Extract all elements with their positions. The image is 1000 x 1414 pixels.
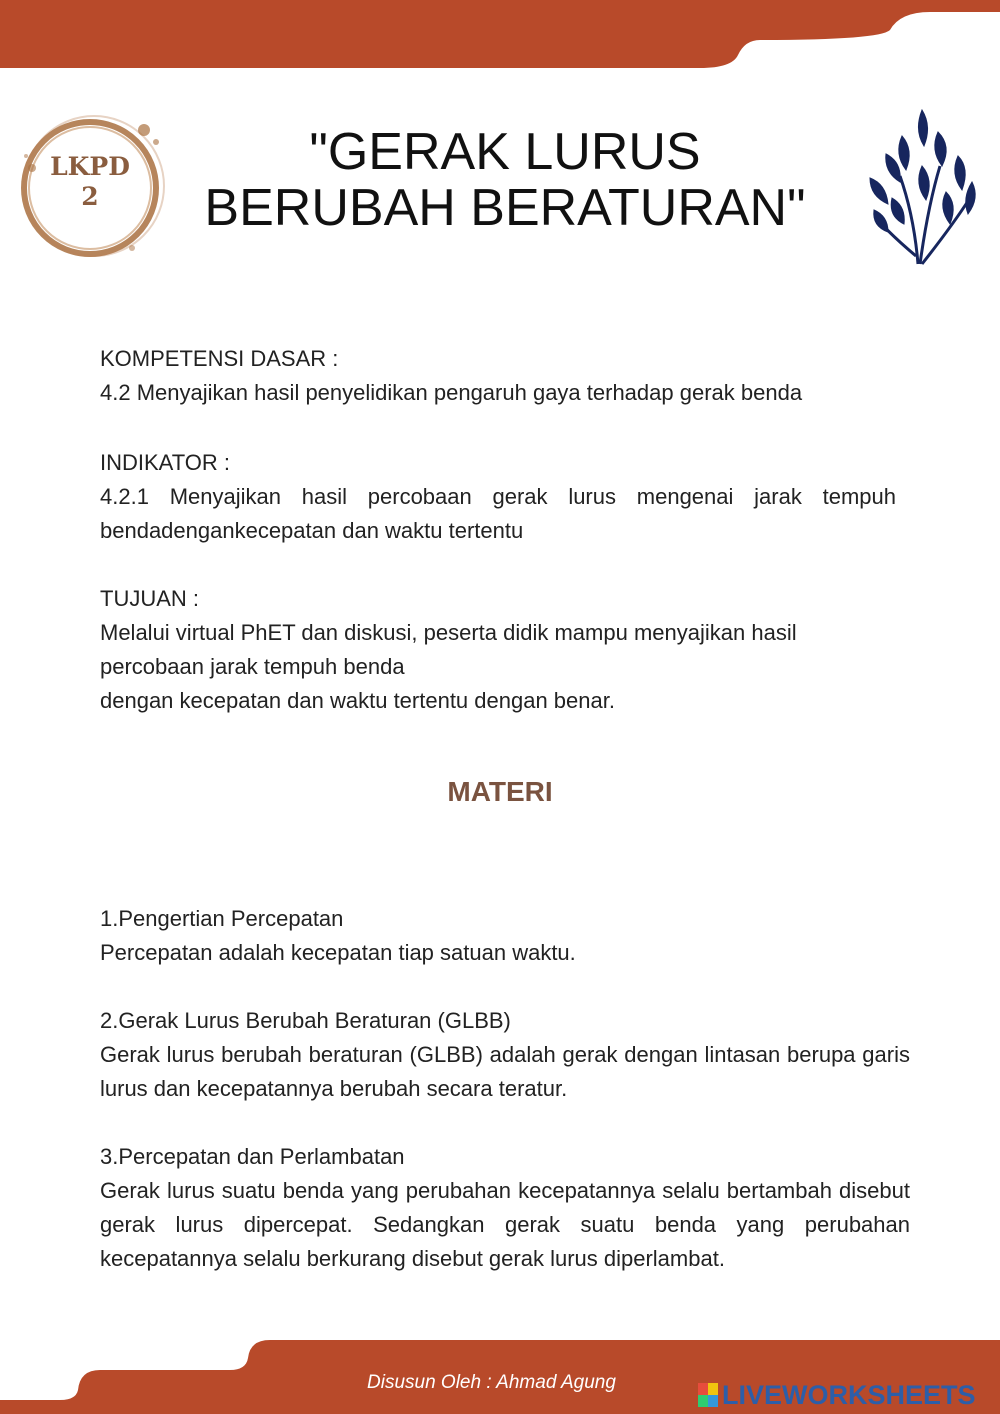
materi-item-title: 2.Gerak Lurus Berubah Beraturan (GLBB): [100, 1008, 511, 1033]
tujuan-text-1: Melalui virtual PhET dan diskusi, peserta didik mampu menyajikan hasil percobaan jarak tempuh benda: [100, 620, 797, 679]
leaf-sprig-icon: [862, 106, 982, 266]
materi-item-text: Gerak lurus suatu benda yang perubahan kecepatannya selalu bertambah disebut gerak lurus dipercepat. Sedangkan gerak suatu benda yang perubahan kecepatannya selalu berkurang disebut gerak lurus diperlambat.: [100, 1178, 910, 1271]
badge-label: LKPD: [50, 152, 130, 181]
tujuan-section: [100, 582, 896, 718]
indikator-section: [100, 446, 896, 548]
tujuan-text-2: dengan kecepatan dan waktu tertentu dengan benar.: [100, 688, 615, 713]
page-title: [170, 124, 840, 236]
indikator-heading: INDIKATOR :: [100, 450, 230, 475]
materi-item: [100, 1140, 910, 1276]
top-banner: [0, 0, 1000, 68]
kd-text: 4.2 Menyajikan hasil penyelidikan pengaruh gaya terhadap gerak benda: [100, 380, 803, 405]
indikator-text: 4.2.1 Menyajikan hasil percobaan gerak lurus mengenai jarak tempuh bendadengankecepatan dan waktu tertentu: [100, 484, 896, 543]
materi-item-text: Gerak lurus berubah beraturan (GLBB) adalah gerak dengan lintasan berupa garis lurus dan kecepatannya berubah secara teratur.: [100, 1042, 910, 1101]
materi-item-title: 3.Percepatan dan Perlambatan: [100, 1144, 405, 1169]
author-credit: Disusun Oleh : Ahmad Agung: [367, 1372, 616, 1393]
badge-number: 2: [81, 182, 99, 211]
liveworksheets-watermark: [698, 1378, 976, 1412]
kd-heading: KOMPETENSI DASAR :: [100, 346, 339, 371]
materi-item-title: 1.Pengertian Percepatan: [100, 906, 344, 931]
materi-item-text: Percepatan adalah kecepatan tiap satuan waktu.: [100, 940, 576, 965]
materi-heading: MATERI: [447, 776, 553, 807]
lkpd-badge: [12, 152, 168, 212]
title-line-2: BERUBAH BERATURAN": [204, 179, 806, 237]
materi-item: [100, 902, 910, 970]
tujuan-heading: TUJUAN :: [100, 586, 199, 611]
materi-item: [100, 1004, 910, 1106]
liveworksheets-logo-icon: [698, 1383, 718, 1407]
kompetensi-section: [100, 342, 896, 410]
title-line-1: "GERAK LURUS: [309, 123, 701, 181]
watermark-text: LIVEWORKSHEETS: [722, 1379, 976, 1410]
